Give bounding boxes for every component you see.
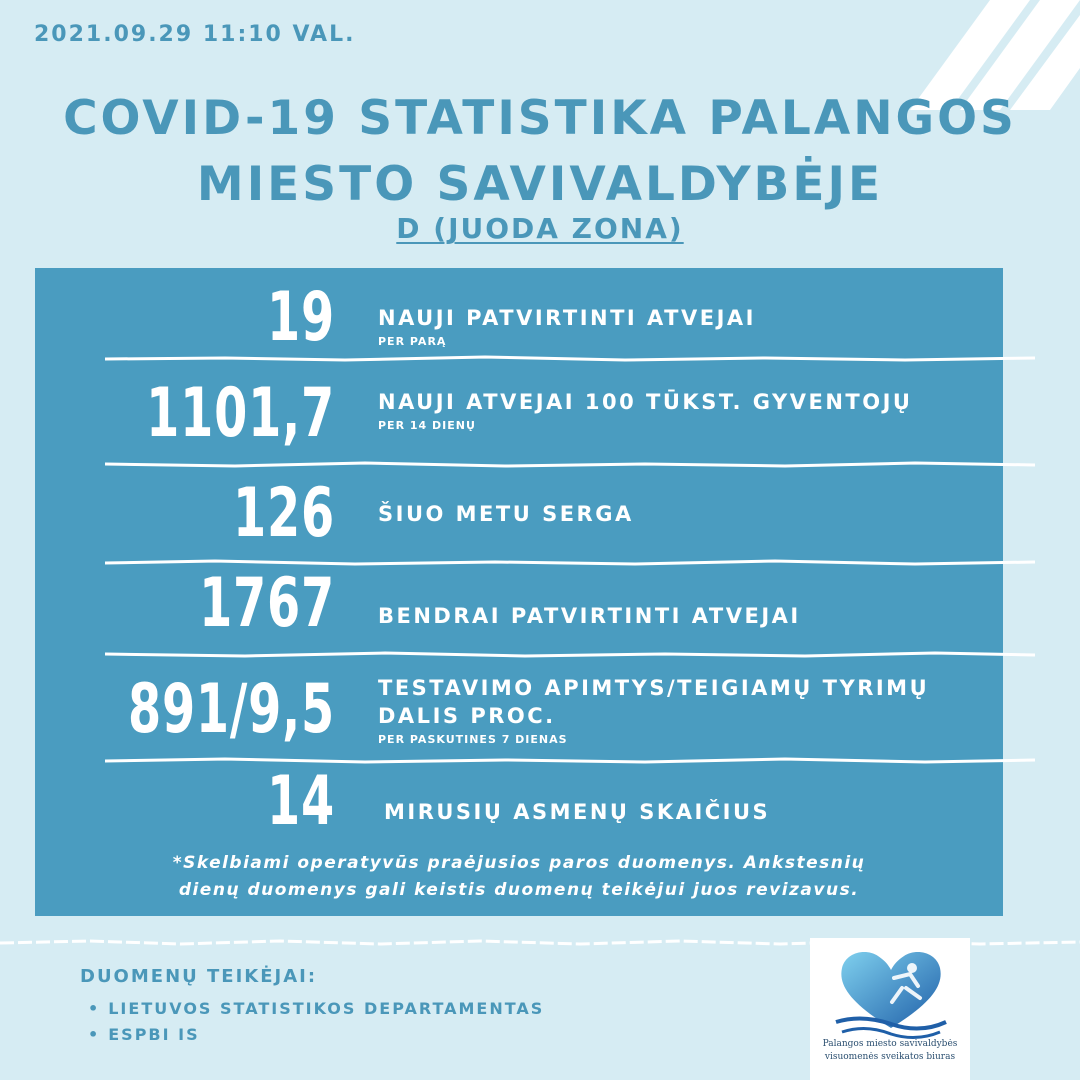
stat-row (35, 474, 1003, 554)
stat-label: NAUJI PATVIRTINTI ATVEJAI (378, 306, 756, 330)
stat-label: ŠIUO METU SERGA (378, 502, 634, 526)
stat-row (35, 374, 1003, 454)
row-divider (105, 650, 1035, 660)
stat-label-group (378, 304, 988, 348)
stat-label-group (378, 602, 988, 630)
stat-label: MIRUSIŲ ASMENŲ SKAIČIUS (384, 800, 771, 824)
list-item (88, 1022, 544, 1048)
providers-list (88, 996, 544, 1048)
stat-label-line-1: TESTAVIMO APIMTYS/TEIGIAMŲ TYRIMŲ (378, 676, 930, 700)
providers-title: DUOMENŲ TEIKĖJAI: (80, 966, 318, 987)
stat-label-group (378, 388, 988, 432)
stat-value: 891/9,5 (127, 670, 335, 749)
bullet-icon: • (88, 1025, 101, 1044)
timestamp: 2021.09.29 11:10 VAL. (34, 22, 356, 47)
note-line-1: *Skelbiami operatyvūs praėjusios paros duomenys. Ankstesnių (172, 853, 866, 873)
provider-name: LIETUVOS STATISTIKOS DEPARTAMENTAS (108, 999, 545, 1018)
stat-row (35, 762, 1003, 848)
row-divider (105, 460, 1035, 470)
heart-runner-logo-icon (832, 944, 950, 1040)
row-divider (105, 354, 1035, 364)
list-item (88, 996, 544, 1022)
stat-value: 1767 (199, 564, 335, 643)
stat-sublabel: PER PARĄ (378, 335, 447, 348)
logo-caption-line-1: Palangos miesto savivaldybės (822, 1039, 958, 1049)
stat-sublabel: PER 14 DIENŲ (378, 419, 476, 432)
organization-logo (810, 938, 970, 1080)
stat-row (35, 564, 1003, 644)
note-line-2: dienų duomenys gali keistis duomenų teikėjui juos revizavus. (178, 880, 860, 900)
bullet-icon: • (88, 999, 101, 1018)
stat-value: 1101,7 (146, 374, 335, 453)
stat-label-group (384, 798, 994, 826)
stat-label-group (378, 500, 988, 528)
stat-label: BENDRAI PATVIRTINTI ATVEJAI (378, 604, 801, 628)
logo-caption (810, 1038, 970, 1064)
logo-caption-line-2: visuomenės sveikatos biuras (824, 1052, 956, 1062)
statistics-panel (35, 268, 1003, 916)
stat-row (35, 666, 1003, 762)
stat-label: NAUJI ATVEJAI 100 TŪKST. GYVENTOJŲ (378, 390, 913, 414)
page-title (0, 86, 1080, 218)
data-disclaimer-note (35, 850, 1003, 904)
stat-sublabel: PER PASKUTINES 7 DIENAS (378, 733, 568, 746)
title-line-1: COVID-19 STATISTIKA PALANGOS (63, 91, 1017, 146)
zone-label: D (JUODA ZONA) (396, 212, 684, 245)
stat-row (35, 278, 1003, 358)
provider-name: ESPBI IS (108, 1025, 200, 1044)
stat-value: 14 (267, 762, 335, 841)
title-line-2: MIESTO SAVIVALDYBĖJE (196, 157, 884, 212)
stat-label-group (378, 674, 988, 746)
stat-value: 126 (233, 474, 335, 553)
stat-value: 19 (267, 278, 335, 357)
stat-label-line-2: DALIS PROC. (378, 704, 556, 728)
